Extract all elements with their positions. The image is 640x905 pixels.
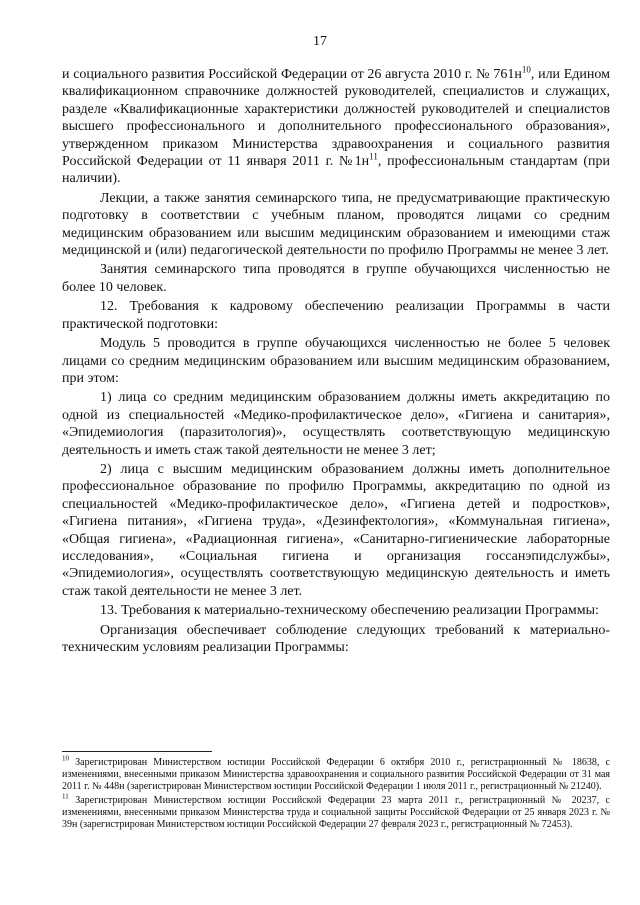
footnote-10: [62, 754, 610, 794]
footnote-mark: 11: [62, 792, 69, 801]
paragraph-module-5: Модуль 5 проводится в группе обучающихся численностью не более 5 человек лицами со средним медицинским образованием или высшим медицинским образованием, при этом:: [62, 336, 610, 386]
document-body: [62, 66, 610, 658]
paragraph-text: , профессиональным стандартам (при наличии).: [62, 154, 610, 187]
footnote-ref-10[interactable]: 10: [521, 64, 531, 75]
list-item-1: 1) лица со средним медицинским образованием должны иметь аккредитацию по одной из специальностей «Медико-профилактическое дело», «Гигиена и санитария», «Эпидемиология (паразитология)», осуществлять соответствующую медицинскую деятельность и иметь стаж такой деятельности не менее 3 лет;: [62, 390, 610, 458]
paragraph-section-13: 13. Требования к материально-техническому обеспечению реализации Программы:: [100, 603, 599, 619]
paragraph-organization: Организация обеспечивает соблюдение следующих требований к материально-техническим условиям реализации Программы:: [62, 622, 610, 655]
footnote-text: Зарегистрирован Министерством юстиции Российской Федерации 6 октября 2010 г., регистрационный № 18638, с изменениями, внесенными приказом Министерства здравоохранения и социального развития Российской Федерации от 31 мая 2011 г. № 448н (зарегистрирован Министерством юстиции Российской Федерации 1 июля 2011 г., регистрационный № 21240).: [62, 757, 610, 793]
paragraph-continuation: [62, 66, 610, 188]
paragraph-lectures: Лекции, а также занятия семинарского типа, не предусматривающие практическую подготовку в соответствии с учебным планом, проводятся лицами со средним медицинским образованием или высшим медицинским образованием и имеющими стаж медицинской и (или) педагогической деятельности по профилю Программы не менее 3 лет.: [62, 190, 610, 259]
footnote-divider: [62, 751, 212, 752]
page-number: 17: [313, 34, 327, 49]
footnote-text: Зарегистрирован Министерством юстиции Российской Федерации 23 марта 2011 г., регистрационный № 20237, с изменениями, внесенными приказом Министерства труда и социальной защиты Российской Федерации от 25 января 2023 г. № 39н (зарегистрирован Министерством юстиции Российской Федерации 27 февраля 2023 г., регистрационный № 72453).: [62, 794, 610, 831]
footnote-11: [62, 792, 610, 832]
paragraph-seminar-group: Занятия семинарского типа проводятся в группе обучающихся численностью не более 10 человек.: [62, 262, 610, 295]
footnote-mark: 10: [62, 754, 69, 763]
footnote-ref-11[interactable]: 11: [369, 151, 378, 162]
paragraph-text: , или Едином квалификационном справочнике должностей руководителей, специалистов и служащих, разделе «Квалификационные характеристики должностей руководителей и специалистов высшего профессионального и дополнительного профессионального образования», утвержденном приказом Министерства здравоохранения и социального развития Российской Федерации от 11 января 2011 г. №1н: [62, 67, 610, 170]
footnotes: [62, 754, 610, 832]
list-item-2: 2) лица с высшим медицинским образованием должны иметь дополнительное профессиональное образование по профилю Программы, аккредитацию по одной из специальностей «Медико-профилактическое дело», «Гигиена детей и подростков», «Гигиена питания», «Гигиена труда», «Дезинфектология», «Коммунальная гигиена», «Общая гигиена», «Радиационная гигиена», «Санитарно-гигиенические лабораторные исследования», «Социальная гигиена и организация госсанэпидслужбы», «Эпидемиология», осуществлять соответствующую медицинскую деятельность и иметь стаж такой деятельности не менее 3 лет.: [62, 461, 610, 599]
paragraph-section-12: 12. Требования к кадровому обеспечению реализации Программы в части практической подготовки:: [62, 299, 610, 332]
paragraph-text: и социального развития Российской Федерации от 26 августа 2010 г. № 761н: [62, 67, 522, 82]
